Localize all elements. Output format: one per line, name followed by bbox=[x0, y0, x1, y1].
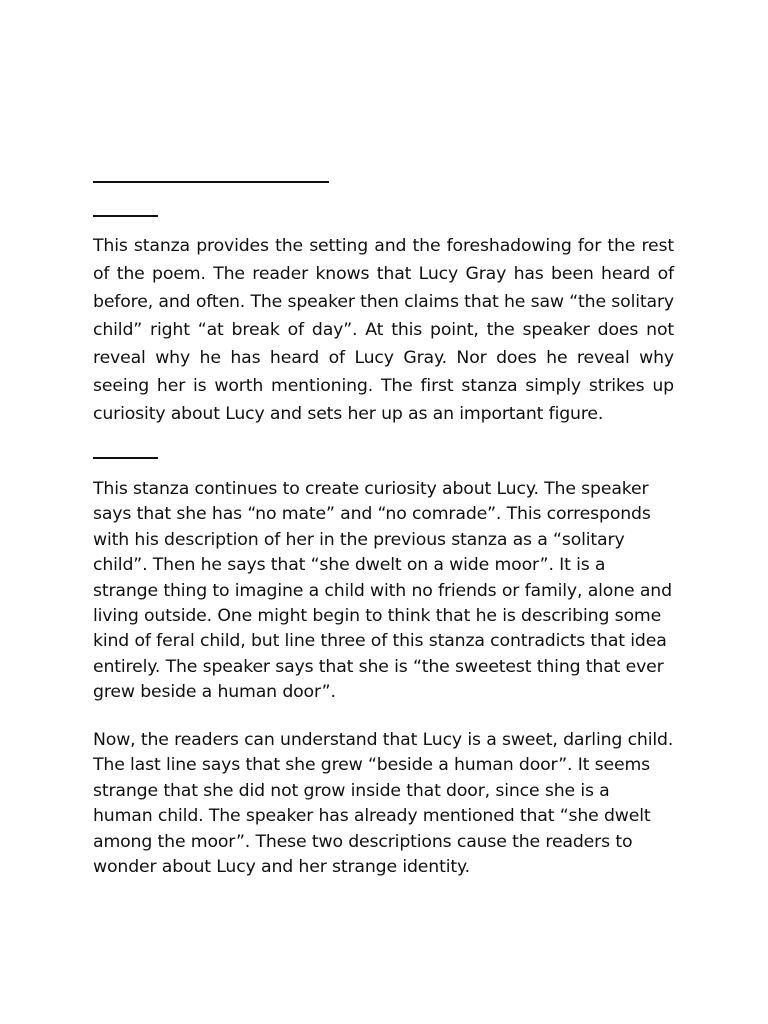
paragraph-stanza-two: This stanza continues to create curiosity about Lucy. The speaker says that she has “no mate” and “no comrade”. This corresponds with his description of her in the previous stanza as a “solitary child”. Then he says that “she dwelt on a wide moor”. It is a strange thing to imagine a child with no friends or family, alone and living outside. One might begin to think that he is describing some kind of feral child, but line three of this stanza contradicts that idea entirely. The speaker says that she is “the sweetest thing that ever grew beside a human door”. bbox=[93, 479, 672, 703]
stanza-two-heading-line bbox=[93, 457, 158, 459]
paragraph-stanza-one: This stanza provides the setting and the foreshadowing for the rest of the poem. The reader knows that Lucy Gray has been heard of before, and often. The speaker then claims that he saw “the solitary child” right “at break of day”. At this point, the speaker does not reveal why he has heard of Lucy Gray. Nor does he reveal why seeing her is worth mentioning. The first stanza simply strikes up curiosity about Lucy and sets her up as an important figure. bbox=[93, 236, 674, 424]
title-placeholder-line bbox=[93, 181, 329, 183]
stanza-one-heading-line bbox=[93, 215, 158, 217]
paragraph-stanza-two-continued: Now, the readers can understand that Lucy is a sweet, darling child. The last line says that she grew “beside a human door”. It seems strange that she did not grow inside that door, since she is a human child. The speaker has already mentioned that “she dwelt among the moor”. These two descriptions cause the readers to wonder about Lucy and her strange identity. bbox=[93, 730, 674, 878]
